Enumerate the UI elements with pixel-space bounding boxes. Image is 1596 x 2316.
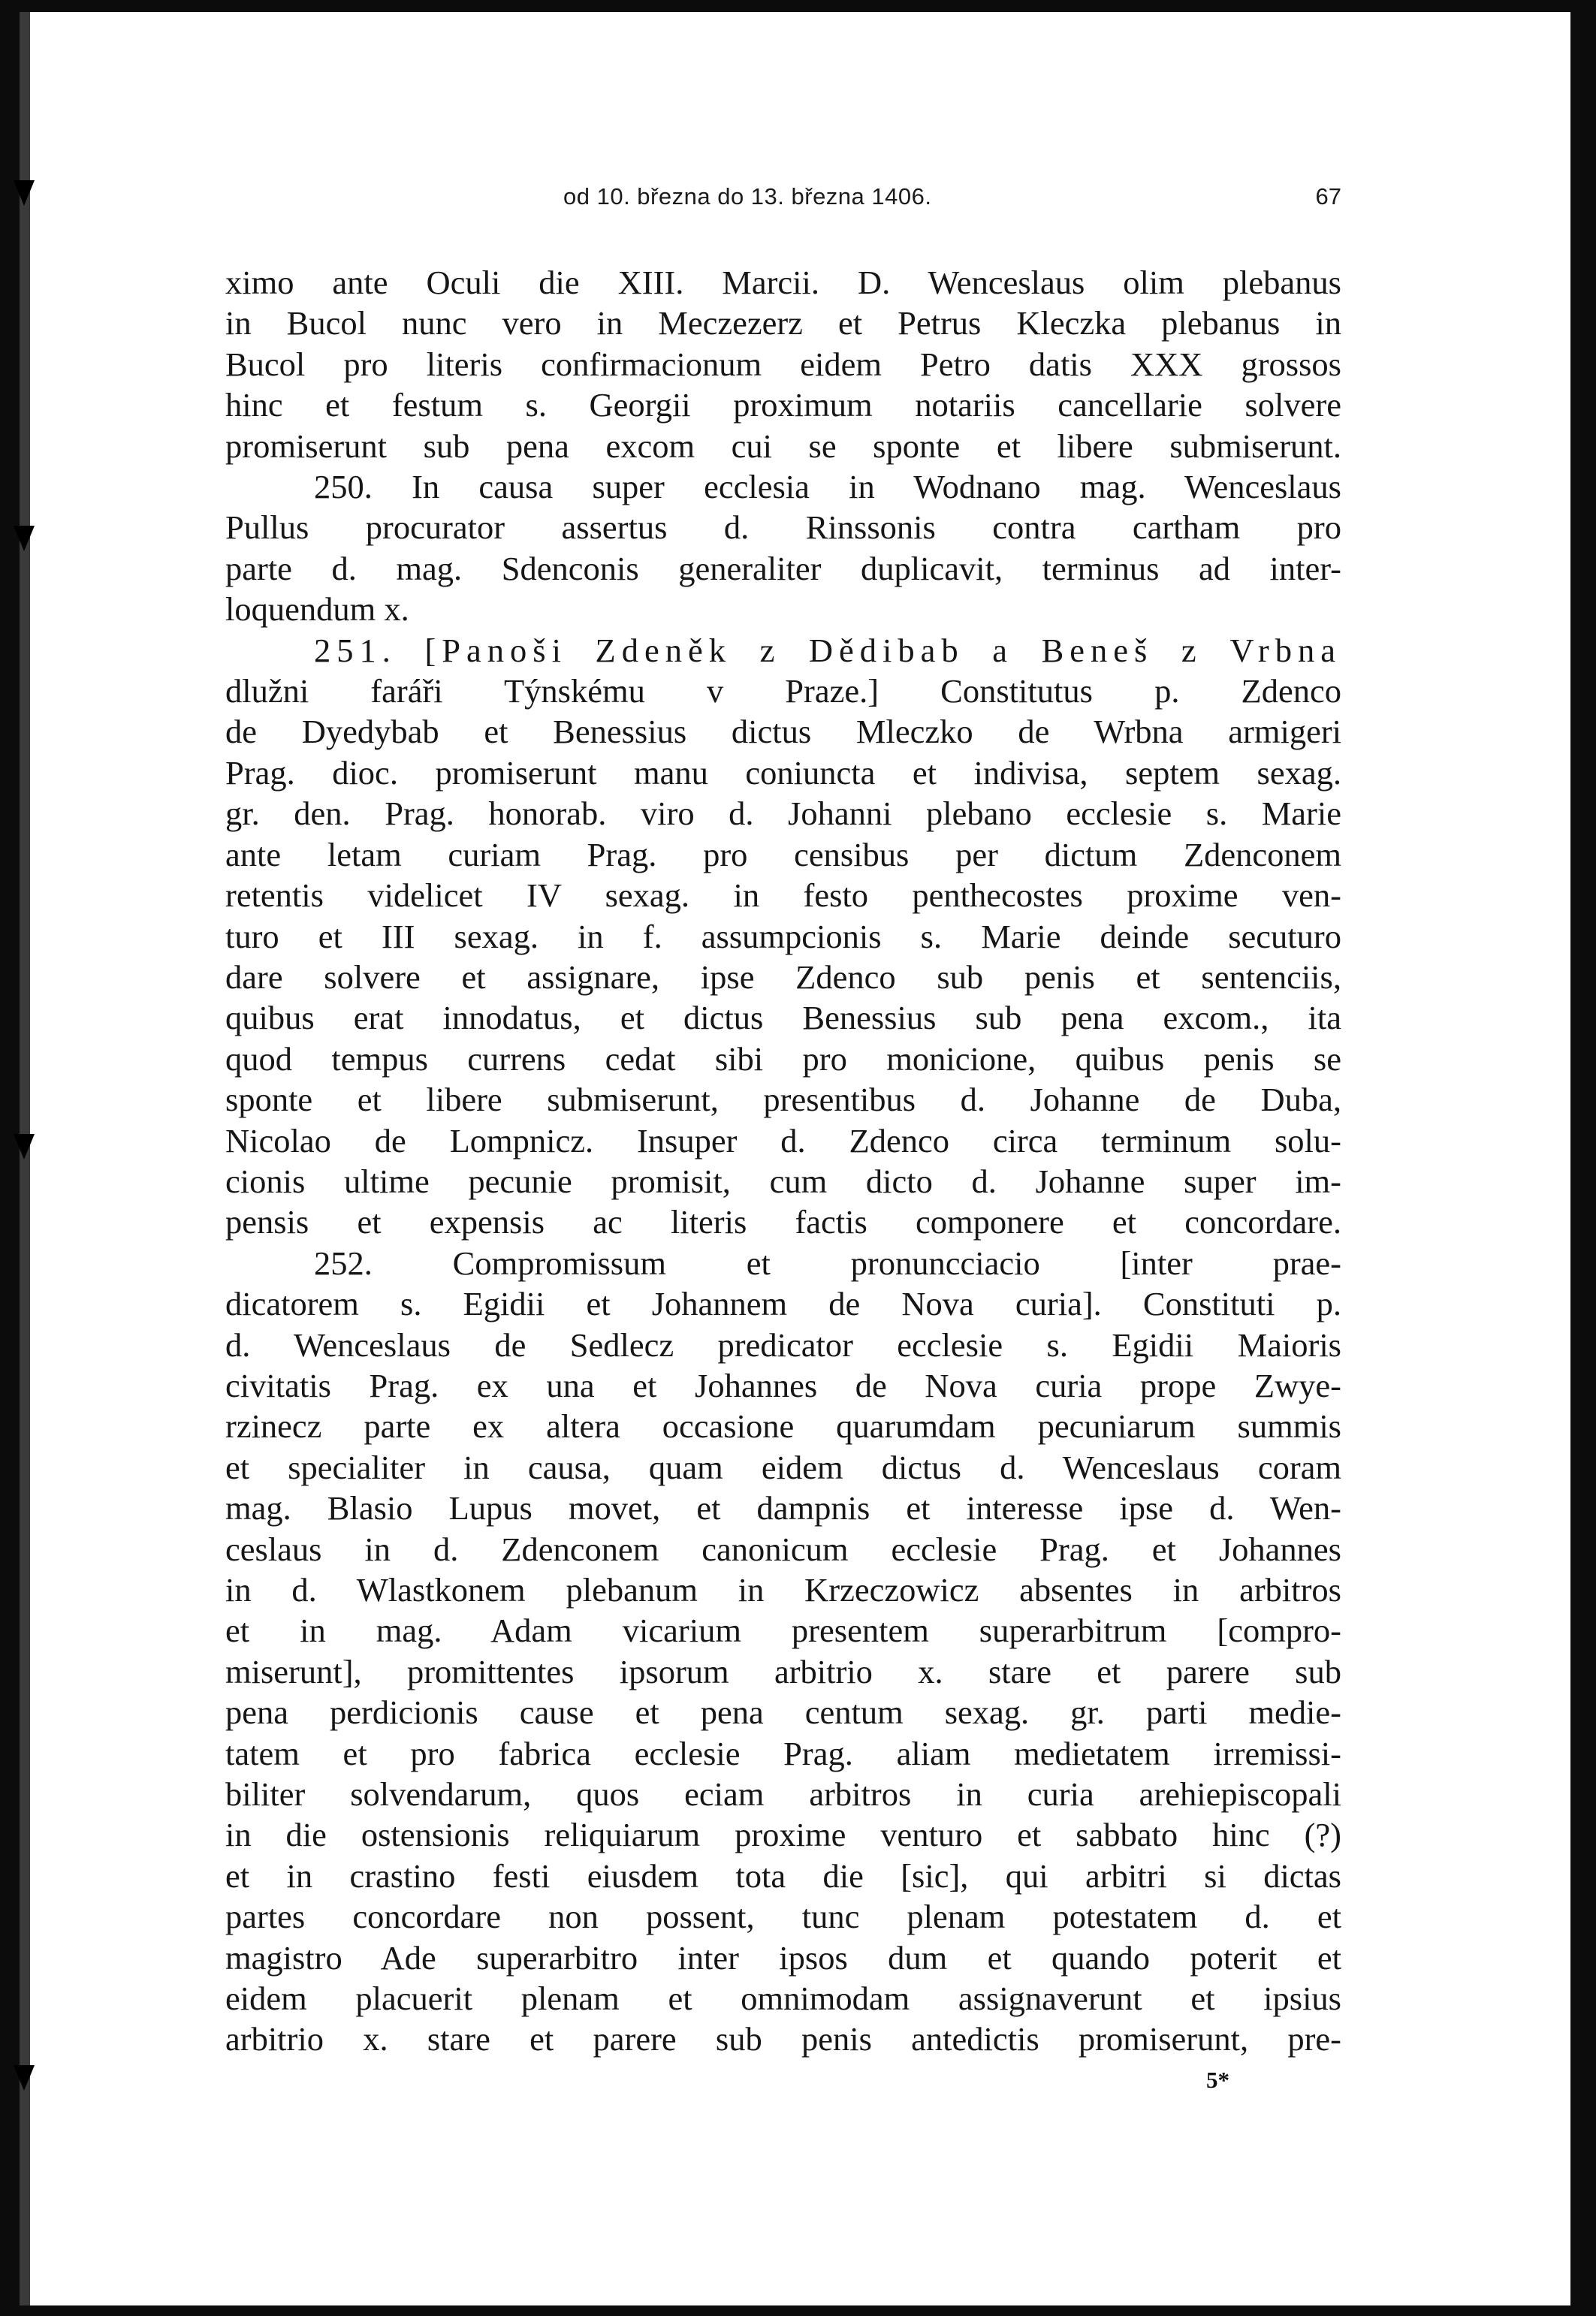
text-line: miserunt], promittentes ipsorum arbitrio x. stare et parere sub (225, 1652, 1341, 1690)
page-number: 67 (1315, 183, 1341, 210)
text-line: partes concordare non possent, tunc plenam potestatem d. et (225, 1898, 1341, 1936)
text-line: quibus erat innodatus, et dictus Benessius sub pena excom., ita (225, 999, 1341, 1037)
text-line: et specialiter in causa, quam eidem dictus d. Wenceslaus coram (225, 1448, 1341, 1486)
text-line: loquendum x. (225, 590, 409, 629)
text-line: sponte et libere submiserunt, presentibus d. Johanne de Duba, (225, 1081, 1341, 1119)
text-line: turo et III sexag. in f. assumpcionis s. Marie deinde secuturo (225, 917, 1341, 955)
entry-251-start: 251. [Panoši Zdeněk z Dědibab a Beneš z Vrbna (314, 631, 1341, 669)
text-line: ceslaus in d. Zdenconem canonicum ecclesie Prag. et Johannes (225, 1530, 1341, 1568)
text-line: dlužni faráři Týnskému v Praze.] Constitutus p. Zdenco (225, 672, 1341, 710)
text-line: in d. Wlastkonem plebanum in Krzeczowicz absentes in arbitros (225, 1571, 1341, 1609)
text-line: ximo ante Oculi die XIII. Marcii. D. Wenceslaus olim plebanus (225, 264, 1341, 301)
binding-mark (14, 526, 35, 551)
page-header (225, 183, 1341, 213)
scan-border-bottom (0, 2305, 1596, 2316)
text-line: pena perdicionis cause et pena centum sexag. gr. parti medie- (225, 1693, 1341, 1732)
text-line: retentis videlicet IV sexag. in festo penthecostes proxime ven- (225, 876, 1341, 915)
text-line: eidem placuerit plenam et omnimodam assignaverunt et ipsius (225, 1980, 1341, 2018)
scan-border-right (1570, 0, 1596, 2316)
text-line: mag. Blasio Lupus movet, et dampnis et interesse ipse d. Wen- (225, 1489, 1341, 1527)
text-line: ante letam curiam Prag. pro censibus per dictum Zdenconem (225, 835, 1341, 873)
text-line: cionis ultime pecunie promisit, cum dicto d. Johanne super im- (225, 1162, 1341, 1200)
entry-250-start: 250. In causa super ecclesia in Wodnano mag. Wenceslaus (314, 468, 1341, 506)
running-head: od 10. března do 13. března 1406. (563, 183, 932, 210)
text-line: d. Wenceslaus de Sedlecz predicator ecclesie s. Egidii Maioris (225, 1325, 1341, 1364)
binding-mark (14, 180, 35, 206)
text-line: de Dyedybab et Benessius dictus Mleczko de Wrbna armigeri (225, 713, 1341, 751)
text-line: parte d. mag. Sdenconis generaliter duplicavit, terminus ad inter- (225, 549, 1341, 587)
binding-mark (14, 1134, 35, 1160)
binding-mark (14, 2065, 35, 2091)
text-line: Pullus procurator assertus d. Rinssonis contra cartham pro (225, 508, 1341, 547)
text-line: promiserunt sub pena excom cui se sponte et libere submiserunt. (225, 427, 1341, 465)
text-line: tatem et pro fabrica ecclesie Prag. aliam medietatem irremissi- (225, 1734, 1341, 1772)
text-line: rzinecz parte ex altera occasione quarumdam pecuniarum summis (225, 1407, 1341, 1446)
scan-border-top (0, 0, 1596, 12)
text-line: dicatorem s. Egidii et Johannem de Nova curia]. Constituti p. (225, 1285, 1341, 1323)
text-line: Bucol pro literis confirmacionum eidem Petro datis XXX grossos (225, 345, 1341, 383)
text-line: quod tempus currens cedat sibi pro monicione, quibus penis se (225, 1039, 1341, 1078)
text-line: Nicolao de Lompnicz. Insuper d. Zdenco circa terminum solu- (225, 1121, 1341, 1160)
signature-mark: 5* (1206, 2067, 1229, 2093)
text-line: in Bucol nunc vero in Meczezerz et Petrus Kleczka plebanus in (225, 304, 1341, 342)
body-text (225, 262, 1341, 2060)
text-line: dare solvere et assignare, ipse Zdenco sub penis et sentenciis, (225, 957, 1341, 996)
text-line: magistro Ade superarbitro inter ipsos dum et quando poterit et (225, 1938, 1341, 1977)
text-line: Prag. dioc. promiserunt manu coniuncta et indivisa, septem sexag. (225, 753, 1341, 792)
text-line: civitatis Prag. ex una et Johannes de Nova curia prope Zwye- (225, 1366, 1341, 1404)
scan-border-left-shadow (20, 12, 30, 2316)
text-line: et in crastino festi eiusdem tota die [sic], qui arbitri si dictas (225, 1856, 1341, 1895)
entry-252-start: 252. Compromissum et pronuncciacio [inter prae- (314, 1244, 1341, 1282)
text-line: biliter solvendarum, quos eciam arbitros in curia arehiepiscopali (225, 1775, 1341, 1814)
text-line: arbitrio x. stare et parere sub penis antedictis promiserunt, pre- (225, 2020, 1341, 2058)
text-line: gr. den. Prag. honorab. viro d. Johanni plebano ecclesie s. Marie (225, 795, 1341, 833)
text-line: hinc et festum s. Georgii proximum notariis cancellarie solvere (225, 386, 1341, 424)
text-line: in die ostensionis reliquiarum proxime venturo et sabbato hinc (?) (225, 1816, 1341, 1854)
text-line: et in mag. Adam vicarium presentem superarbitrum [compro- (225, 1612, 1341, 1650)
text-line: pensis et expensis ac literis factis componere et concordare. (225, 1203, 1341, 1241)
